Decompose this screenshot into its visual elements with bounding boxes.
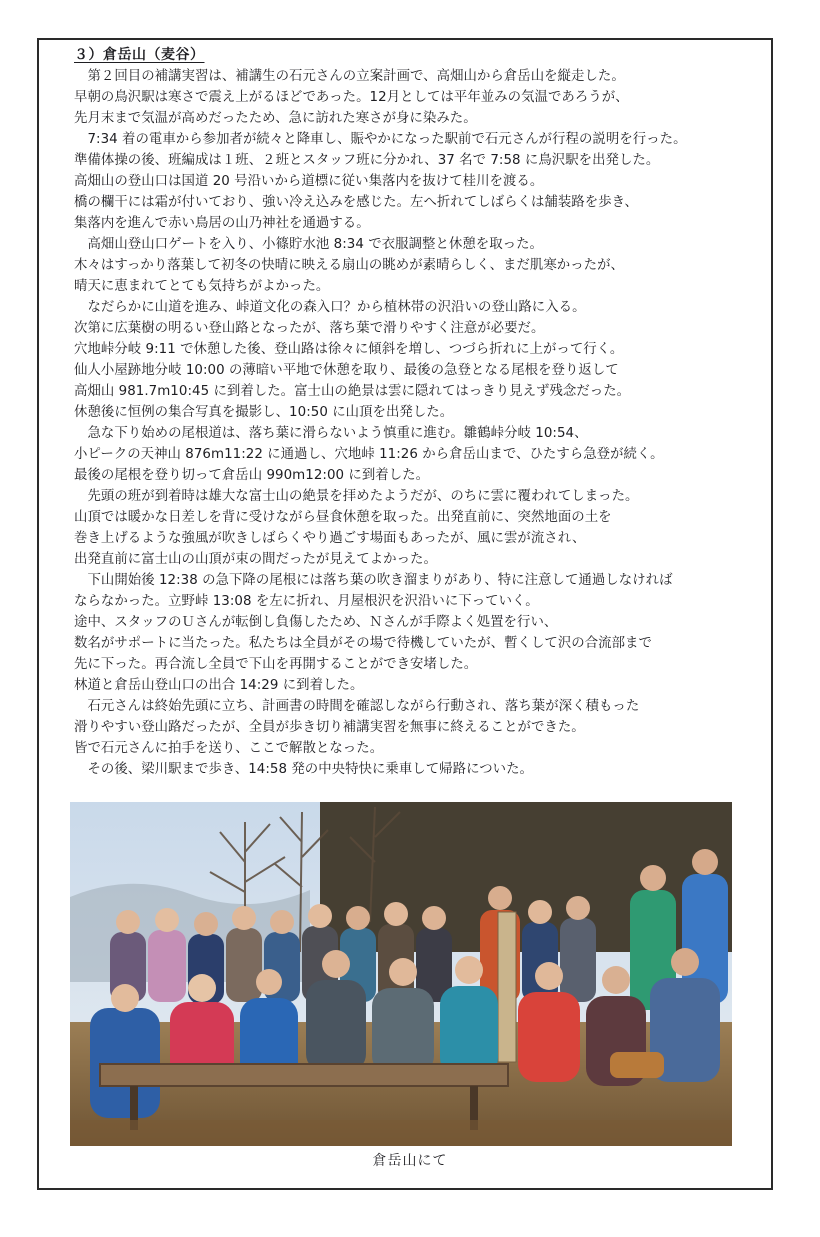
text-line: 休憩後に恒例の集合写真を撮影し、10:50 に山頂を出発した。 (74, 405, 454, 420)
text-line: 先頭の班が到着時は雄大な富士山の絶景を拝めたようだが、のちに雲に覆われてしまった。 (74, 489, 639, 504)
text-line: ならなかった。立野峠 13:08 を左に折れ、月屋根沢を沢沿いに下っていく。 (74, 594, 539, 609)
text-line: 出発直前に富士山の山頂が束の間だったが見えてよかった。 (74, 552, 437, 567)
text-line: 最後の尾根を登り切って倉岳山 990m12:00 に到着した。 (74, 468, 430, 483)
text-line: 晴天に恵まれてとても気持ちがよかった。 (74, 279, 330, 294)
text-line: 先に下った。再合流し全員で下山を再開することができ安堵した。 (74, 657, 478, 672)
text-line: 集落内を進んで赤い鳥居の山乃神社を通過する。 (74, 216, 370, 231)
text-line: 巻き上げるような強風が吹きしばらくやり過ごす場面もあったが、風に雲が流され、 (74, 531, 586, 546)
text-line: その後、梁川駅まで歩き、14:58 発の中央特快に乗車して帰路についた。 (74, 762, 533, 777)
group-photo (70, 802, 732, 1146)
text-line: 準備体操の後、班編成は１班、２班とスタッフ班に分かれ、37 名で 7:58 に鳥沢駅を出発した。 (74, 153, 660, 168)
text-line: 先月末まで気温が高めだったため、急に訪れた寒さが身に染みた。 (74, 111, 477, 126)
text-line: 仙人小屋跡地分岐 10:00 の薄暗い平地で休憩を取り、最後の急登となる尾根を登り返して (74, 363, 619, 378)
article-body (74, 66, 766, 780)
text-line: 林道と倉岳山登山口の出合 14:29 に到着した。 (74, 678, 364, 693)
photo-caption: 倉岳山にて (372, 1153, 448, 1169)
text-line: 小ピークの天神山 876m11:22 に通過し、穴地峠 11:26 から倉岳山まで、ひたすら急登が続く。 (74, 447, 664, 462)
text-line: 高畑山登山口ゲートを入り、小篠貯水池 8:34 で衣服調整と休憩を取った。 (74, 237, 543, 252)
text-line: 皆で石元さんに拍手を送り、ここで解散となった。 (74, 741, 384, 756)
group-photo-illustration (70, 802, 732, 1146)
text-line: 高畑山 981.7m10:45 に到着した。富士山の絶景は雲に隠れてはっきり見えず残念だった。 (74, 384, 631, 399)
text-line: なだらかに山道を進み、峠道文化の森入口？から植林帯の沢沿いの登山路に入る。 (74, 300, 586, 315)
text-line: 次第に広葉樹の明るい登山路となったが、落ち葉で滑りやすく注意が必要だ。 (74, 321, 545, 336)
section-heading: ３）倉岳山（麦谷） (74, 47, 205, 63)
text-line: 滑りやすい登山路だったが、全員が歩き切り補講実習を無事に終えることができた。 (74, 720, 585, 735)
text-line: 石元さんは終始先頭に立ち、計画書の時間を確認しながら行動され、落ち葉が深く積もった (74, 699, 640, 714)
text-line: 途中、スタッフのＵさんが転倒し負傷したため、Ｎさんが手際よく処置を行い、 (74, 615, 558, 630)
text-line: 木々はすっかり落葉して初冬の快晴に映える扇山の眺めが素晴らしく、まだ肌寒かったが、 (74, 258, 624, 273)
text-line: 山頂では暖かな日差しを背に受けながら昼食休憩を取った。出発直前に、突然地面の土を (74, 510, 612, 525)
text-line: 下山開始後 12:38 の急下降の尾根には落ち葉の吹き溜まりがあり、特に注意して通過しなければ (74, 573, 673, 588)
text-line: 橋の欄干には霜が付いており、強い冷え込みを感じた。左へ折れてしばらくは舗装路を歩き、 (74, 195, 638, 210)
text-line: 第２回目の補講実習は、補講生の石元さんの立案計画で、高畑山から倉岳山を縦走した。 (74, 69, 625, 84)
text-line: 高畑山の登山口は国道 20 号沿いから道標に従い集落内を抜けて桂川を渡る。 (74, 174, 544, 189)
text-line: 7:34 着の電車から参加者が続々と降車し、賑やかになった駅前で石元さんが行程の説明を行った。 (74, 132, 687, 147)
text-line: 数名がサポートに当たった。私たちは全員がその場で待機していたが、暫くして沢の合流部まで (74, 636, 652, 651)
text-line: 早朝の鳥沢駅は寒さで震え上がるほどであった。12月としては平年並みの気温であろうが、 (74, 90, 629, 105)
text-line: 急な下り始めの尾根道は、落ち葉に滑らないよう慎重に進む。雛鶴峠分岐 10:54、 (74, 426, 588, 441)
text-line: 穴地峠分岐 9:11 で休憩した後、登山路は徐々に傾斜を増し、つづら折れに上がって行く。 (74, 342, 624, 357)
